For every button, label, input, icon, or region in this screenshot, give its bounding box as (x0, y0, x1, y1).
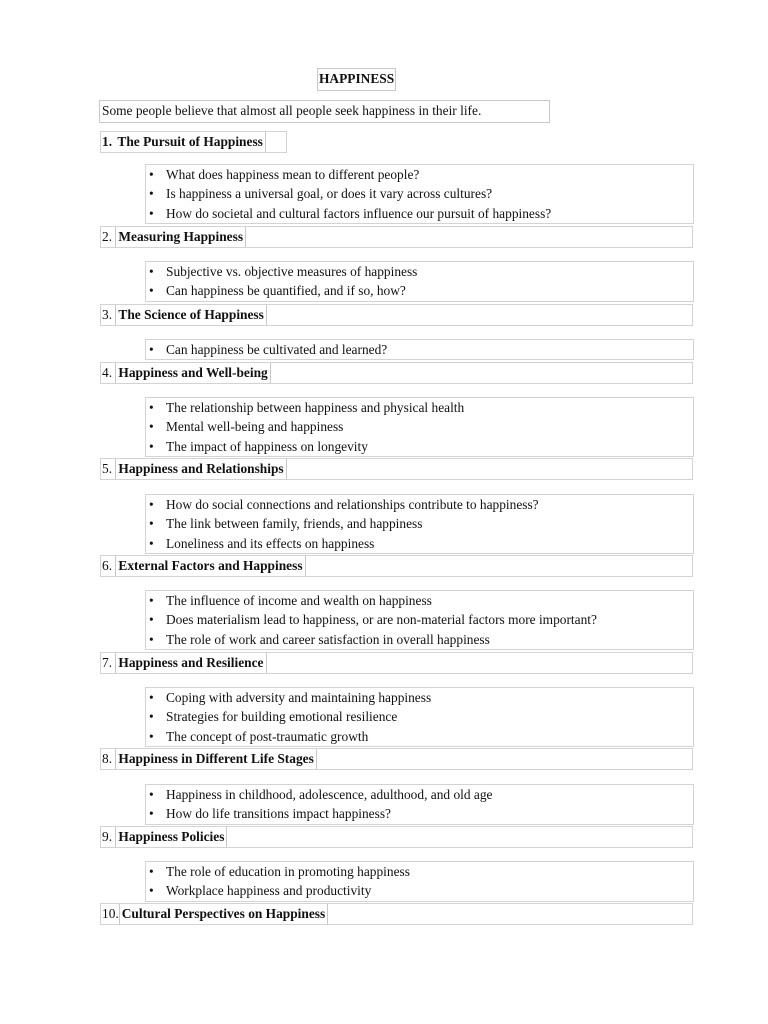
list-item: • The concept of post-traumatic growth (146, 727, 693, 746)
list-item: • Can happiness be cultivated and learned? (146, 340, 693, 359)
list-item: • How do life transitions impact happiness? (146, 804, 693, 823)
section-title: Happiness in Different Life Stages (115, 749, 316, 769)
section-title: Happiness and Well-being (115, 363, 270, 383)
section-number: 3. (102, 307, 113, 322)
section-title: Happiness Policies (115, 827, 227, 847)
section-heading (100, 748, 693, 770)
section-heading (100, 304, 693, 326)
bullet-list (145, 397, 694, 457)
section-heading (100, 826, 693, 848)
document-title: HAPPINESS (317, 68, 396, 91)
section-heading (100, 903, 693, 925)
list-item: • Loneliness and its effects on happiness (146, 534, 693, 553)
section-number: 10. (102, 906, 119, 921)
section-heading (100, 555, 693, 577)
list-item: • The role of work and career satisfaction in overall happiness (146, 630, 693, 649)
section-title: The Science of Happiness (115, 305, 266, 325)
section-number: 4. (102, 365, 113, 380)
list-item: • Happiness in childhood, adolescence, adulthood, and old age (146, 785, 693, 804)
list-item: • Strategies for building emotional resilience (146, 707, 693, 726)
list-item: • How do social connections and relationships contribute to happiness? (146, 495, 693, 514)
section-title: Cultural Perspectives on Happiness (119, 904, 328, 924)
bullet-list (145, 784, 694, 825)
section-heading (100, 652, 693, 674)
section-title: External Factors and Happiness (115, 556, 305, 576)
list-item: • Can happiness be quantified, and if so, how? (146, 281, 693, 300)
section-number: 9. (102, 829, 113, 844)
list-item: • Does materialism lead to happiness, or are non-material factors more important? (146, 610, 693, 629)
bullet-list (145, 590, 694, 650)
section-number: 1. (102, 134, 113, 149)
section-number: 7. (102, 655, 113, 670)
section-number: 8. (102, 751, 113, 766)
list-item: • Coping with adversity and maintaining happiness (146, 688, 693, 707)
section-title: The Pursuit of Happiness (115, 132, 265, 152)
bullet-list (145, 687, 694, 747)
section-heading (100, 131, 287, 153)
section-number: 6. (102, 558, 113, 573)
bullet-list (145, 339, 694, 360)
list-item: • How do societal and cultural factors influence our pursuit of happiness? (146, 204, 693, 223)
list-item: • Mental well-being and happiness (146, 417, 693, 436)
section-number: 2. (102, 229, 113, 244)
section-title: Measuring Happiness (115, 227, 246, 247)
list-item: • The role of education in promoting happiness (146, 862, 693, 881)
section-heading (100, 226, 693, 248)
list-item: • Workplace happiness and productivity (146, 881, 693, 900)
list-item: • What does happiness mean to different people? (146, 165, 693, 184)
bullet-list (145, 861, 694, 902)
list-item: • The influence of income and wealth on happiness (146, 591, 693, 610)
list-item: • The impact of happiness on longevity (146, 437, 693, 456)
list-item: • Is happiness a universal goal, or does it vary across cultures? (146, 184, 693, 203)
section-number: 5. (102, 461, 113, 476)
bullet-list (145, 164, 694, 224)
section-title: Happiness and Resilience (115, 653, 266, 673)
list-item: • The link between family, friends, and happiness (146, 514, 693, 533)
list-item: • Subjective vs. objective measures of happiness (146, 262, 693, 281)
list-item: • The relationship between happiness and physical health (146, 398, 693, 417)
section-heading (100, 458, 693, 480)
bullet-list (145, 261, 694, 302)
bullet-list (145, 494, 694, 554)
section-heading (100, 362, 693, 384)
section-title: Happiness and Relationships (115, 459, 286, 479)
intro-paragraph: Some people believe that almost all people seek happiness in their life. (99, 100, 550, 123)
